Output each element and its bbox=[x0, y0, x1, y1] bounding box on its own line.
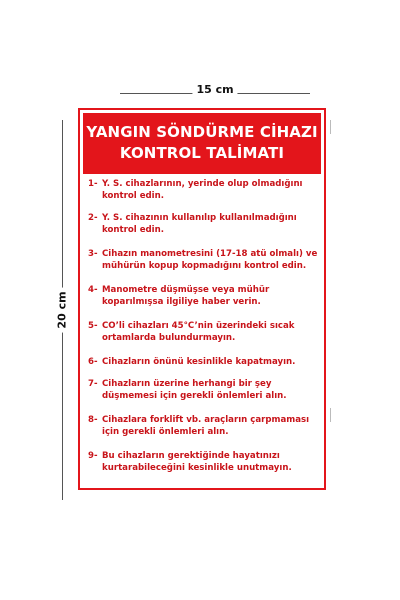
rule-item-3 bbox=[88, 248, 318, 272]
rule-number: 1- bbox=[88, 179, 98, 189]
rule-text: Y. S. cihazlarının, yerinde olup olmadığını kontrol edin. bbox=[102, 179, 303, 201]
rule-number: 7- bbox=[88, 379, 98, 389]
rule-text: Cihazlara forklift vb. araçların çarpmaması için gerekli önlemleri alın. bbox=[102, 415, 310, 437]
rule-text: CO’li cihazları 45°C’nin üzerindeki sıcak ortamlarda bulundurmayın. bbox=[102, 321, 295, 343]
sign-title-line2: KONTROL TALİMATI bbox=[119, 144, 285, 162]
sign-title-line1: YANGIN SÖNDÜRME CİHAZI bbox=[86, 123, 318, 141]
rule-item-9 bbox=[88, 450, 318, 474]
rule-number: 4- bbox=[88, 285, 98, 295]
rule-text: Cihazların önünü kesinlikle kapatmayın. bbox=[102, 357, 296, 367]
width-label: 15 cm bbox=[192, 83, 237, 96]
rule-item-6 bbox=[88, 356, 318, 368]
rule-number: 9- bbox=[88, 451, 98, 461]
width-dimension bbox=[120, 83, 310, 97]
rule-text: Cihazların üzerine herhangi bir şey düşmemesi için gerekli önlemleri alın. bbox=[102, 379, 287, 401]
rule-item-2 bbox=[88, 212, 318, 236]
rule-item-8 bbox=[88, 414, 318, 438]
right-tick-bottom bbox=[330, 408, 331, 422]
rule-text: Bu cihazların gerektiğinde hayatınızı kurtarabileceğini kesinlikle unutmayın. bbox=[102, 451, 292, 473]
rule-number: 3- bbox=[88, 249, 98, 259]
rule-text: Manometre düşmüşse veya mühür koparılmışsa ilgiliye haber verin. bbox=[102, 285, 270, 307]
right-tick-top bbox=[330, 120, 331, 134]
height-label: 20 cm bbox=[56, 287, 69, 332]
rule-item-5 bbox=[88, 320, 318, 344]
instruction-sign bbox=[78, 108, 326, 490]
height-dimension bbox=[55, 120, 69, 500]
rule-number: 5- bbox=[88, 321, 98, 331]
rule-number: 8- bbox=[88, 415, 98, 425]
rule-item-7 bbox=[88, 378, 318, 402]
rule-number: 2- bbox=[88, 213, 98, 223]
sign-header bbox=[83, 113, 321, 174]
rule-text: Y. S. cihazının kullanılıp kullanılmadığını kontrol edin. bbox=[102, 213, 297, 235]
rule-item-4 bbox=[88, 284, 318, 308]
rule-number: 6- bbox=[88, 357, 98, 367]
rule-item-1 bbox=[88, 178, 318, 202]
rule-text: Cihazın manometresini (17-18 atü olmalı) ve mühürün kopup kopmadığını kontrol edin. bbox=[102, 249, 318, 271]
